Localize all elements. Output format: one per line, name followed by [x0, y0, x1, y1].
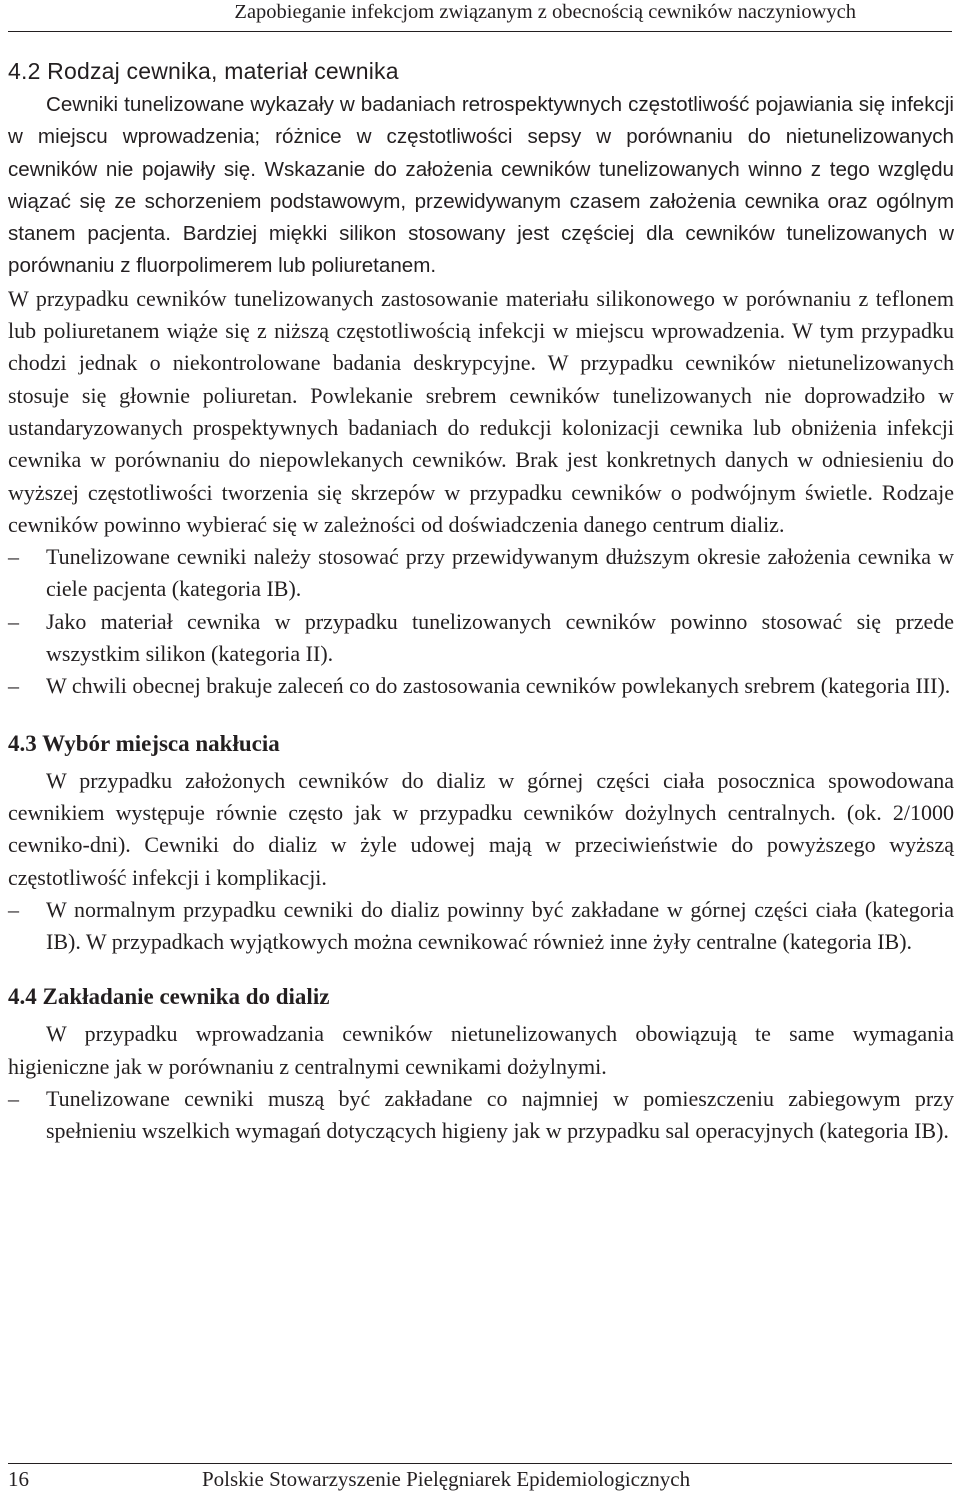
bullet-list-4-2 — [8, 541, 954, 702]
list-item: – W normalnym przypadku cewniki do dializ powinny być zakładane w górnej części ciała (kategoria IB). W przypadkach wyjątkowych można cewnikować również inne żyły centralne (kategoria IB). — [8, 894, 954, 959]
list-item: – Jako materiał cewnika w przypadku tunelizowanych cewników powinno stosować się przede wszystkim silikon (kategoria II). — [8, 606, 954, 671]
dash-bullet: – — [8, 1086, 19, 1112]
paragraph-4-2-a: Cewniki tunelizowane wykazały w badaniach retrospektywnych częstotliwość pojawiania się infekcji w miejscu wprowadzenia; różnice w częstotliwości sepsy w porównaniu do nietunelizowanych cewników nie pojawiły się. Wskazanie do założenia cewników tunelizowanych winno z tego względu wiązać się ze schorzeniem podstawowym, przewidywanym czasem założenia cewnika oraz ogólnym stanem pacjenta. Bardziej miękki silikon stosowany jest częściej dla cewników tunelizowanych w porównaniu z fluorpolimerem lub poliuretanem. — [8, 93, 954, 278]
running-header — [8, 0, 952, 32]
dash-bullet: – — [8, 544, 19, 570]
bullet-list-4-3 — [8, 894, 954, 959]
section-heading-4-3: 4.3 Wybór miejsca nakłucia — [8, 730, 280, 756]
section-4-4 — [8, 982, 954, 1147]
list-item: – Tunelizowane cewniki muszą być zakładane co najmniej w pomieszczeniu zabiegowym przy spełnieniu wszelkich wymagań dotyczących higieny jak w przypadku sal operacyjnych (kategoria IB). — [8, 1083, 954, 1148]
page-footer — [8, 1463, 952, 1494]
dash-bullet: – — [8, 896, 19, 922]
publisher-name: Polskie Stowarzyszenie Pielęgniarek Epidemiologicznych — [202, 1467, 691, 1491]
list-item: – W chwili obecnej brakuje zaleceń co do zastosowania cewników powlekanych srebrem (kategoria III). — [8, 670, 954, 702]
section-heading-4-4: 4.4 Zakładanie cewnika do dializ — [8, 984, 330, 1010]
dash-bullet: – — [8, 673, 19, 699]
section-4-3 — [8, 729, 954, 959]
page-body — [8, 56, 954, 1148]
paragraph-4-2-b: W przypadku cewników tunelizowanych zastosowanie materiału silikonowego w porównaniu z teflonem lub poliuretanem wiąże się z niższą częstotliwością infekcji w miejscu wprowadzenia. W tym przypadku chodzi jednak o niekontrolowane badania deskrypcyjne. W przypadku cewników nietunelizowanych stosuje się głownie poliuretan. Powlekanie srebrem cewników tunelizowanych nie doprowadziło w ustandaryzowanych prospektywnych badaniach do redukcji kolonizacji cewnika lub obniżenia infekcji cewnika w porównaniu do niepowlekanych cewników. Brak jest konkretnych danych w odniesieniu do wyższej częstotliwości tworzenia się skrzepów w przypadku cewników o podwójnym świetle. Rodzaje cewników powinno wybierać się w zależności od doświadczenia danego centrum dializ. — [8, 285, 954, 537]
section-4-2 — [8, 56, 954, 703]
bullet-list-4-4 — [8, 1083, 954, 1148]
section-heading-4-2: 4.2 Rodzaj cewnika, materiał cewnika — [8, 58, 399, 84]
dash-bullet: – — [8, 608, 19, 634]
running-title: Zapobieganie infekcjom związanym z obecnością cewników naczyniowych — [234, 1, 856, 23]
paragraph-4-3: W przypadku założonych cewników do dializ w górnej części ciała posocznica spowodowana cewnikiem występuje równie często jak w przypadku cewników dożylnych centralnych. (ok. 2/1000 cewniko-dni). Cewniki do dializ w żyle udowej mają w przeciwieństwie do powyższego wyższą częstotliwość infekcji i komplikacji. — [8, 767, 954, 890]
paragraph-4-4: W przypadku wprowadzania cewników nietunelizowanych obowiązują te same wymagania higieniczne jak w porównaniu z centralnymi cewnikami dożylnymi. — [8, 1021, 954, 1079]
list-item: – Tunelizowane cewniki należy stosować przy przewidywanym dłuższym okresie założenia cewnika w ciele pacjenta (kategoria IB). — [8, 541, 954, 606]
page-number: 16 — [8, 1467, 29, 1491]
